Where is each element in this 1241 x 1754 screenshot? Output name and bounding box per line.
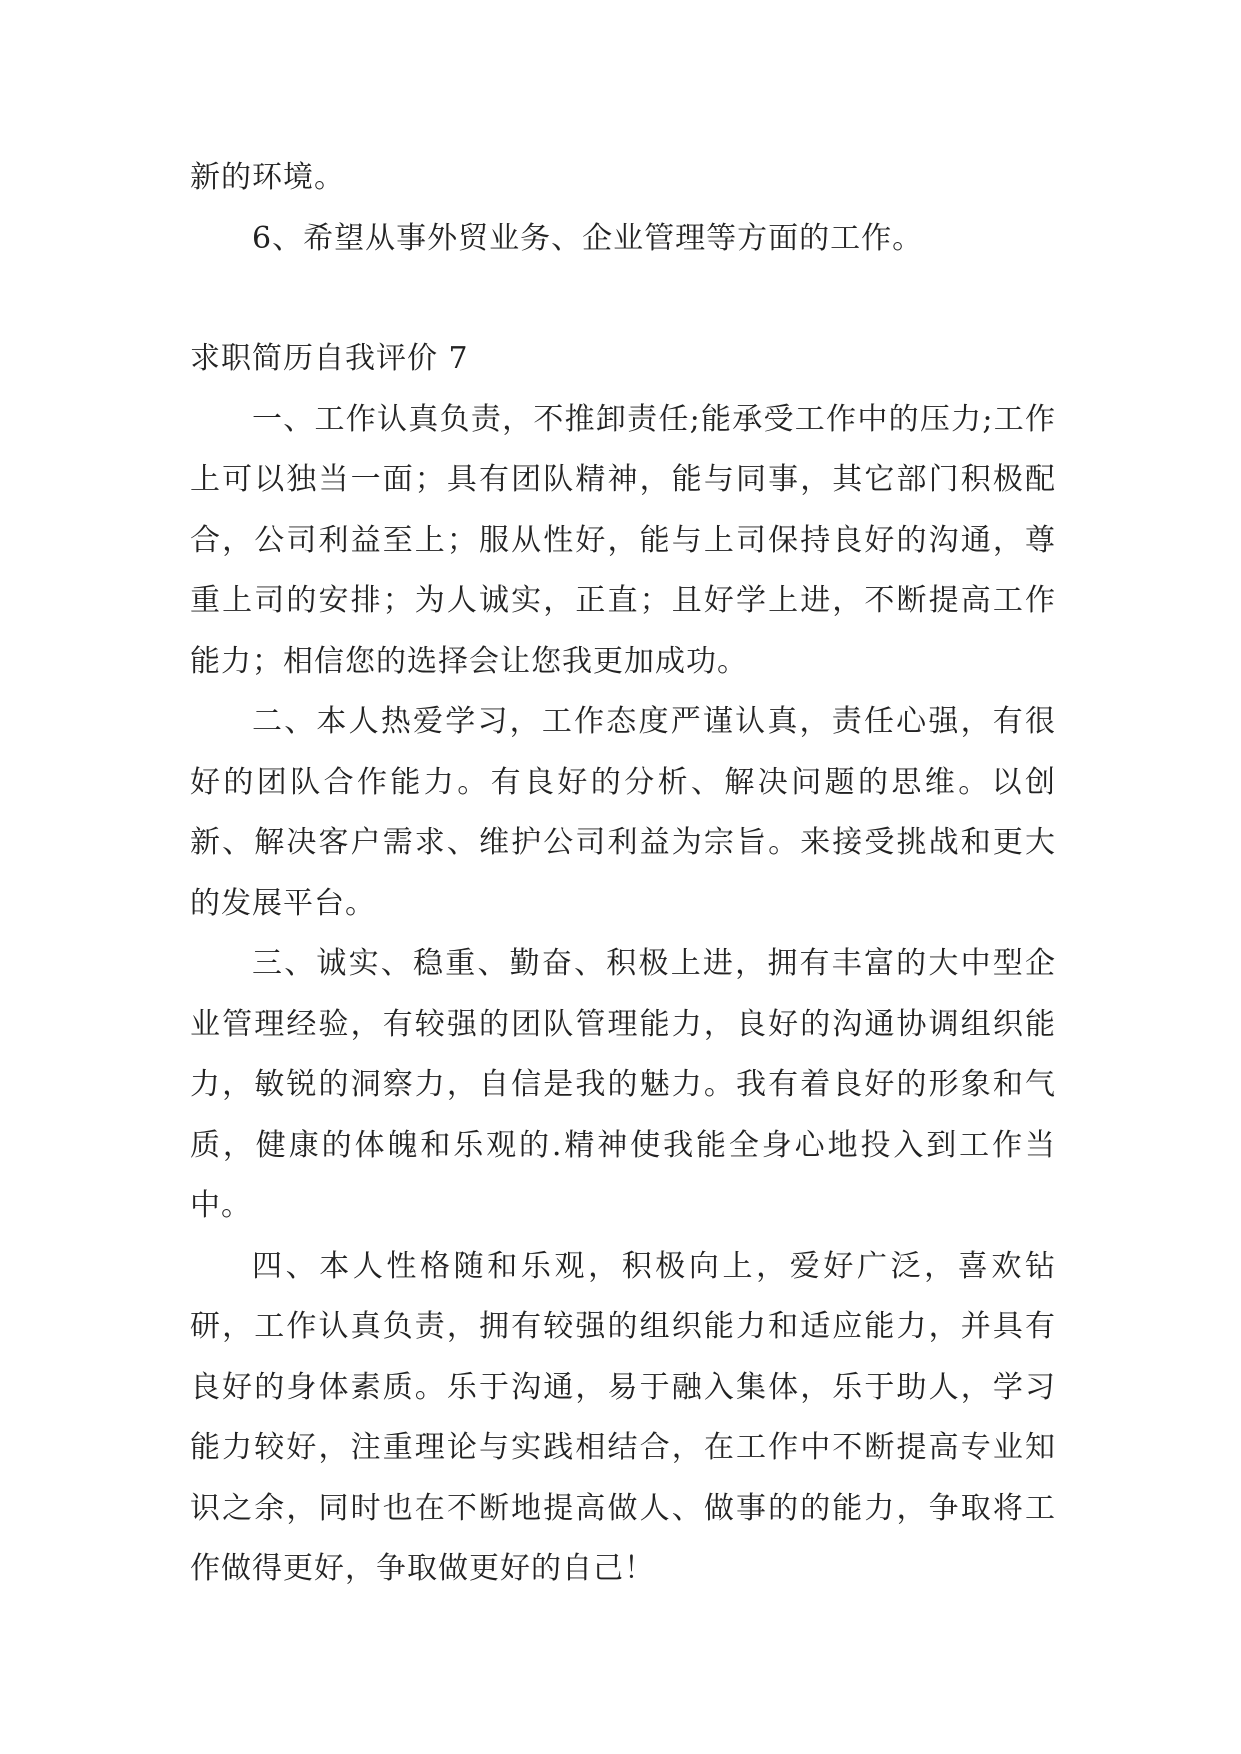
paragraph-3: 三、诚实、稳重、勤奋、积极上进，拥有丰富的大中型企业管理经验，有较强的团队管理能力，良好的沟通协调组织能力，敏锐的洞察力，自信是我的魅力。我有着良好的形象和气质，健康的体魄和乐观的.精神使我能全身心地投入到工作当中。 [190,946,1056,1223]
document-body [190,148,1056,1600]
section-title: 求职简历自我评价 7 [190,341,469,376]
paragraph-2: 二、本人热爱学习，工作态度严谨认真，责任心强，有很好的团队合作能力。有良好的分析、解决问题的思维。以创新、解决客户需求、维护公司利益为宗旨。来接受挑战和更大的发展平台。 [190,704,1056,921]
section-gap [190,269,1056,329]
item-6: 6、希望从事外贸业务、企业管理等方面的工作。 [252,220,924,256]
continuation-text: 新的环境。 [190,160,345,195]
paragraph-1: 一、工作认真负责，不推卸责任;能承受工作中的压力;工作上可以独当一面；具有团队精神，能与同事，其它部门积极配合，公司利益至上；服从性好，能与上司保持良好的沟通，尊重上司的安排；为人诚实，正直；且好学上进，不断提高工作能力；相信您的选择会让您我更加成功。 [190,401,1056,679]
paragraph-4: 四、本人性格随和乐观，积极向上，爱好广泛，喜欢钻研，工作认真负责，拥有较强的组织能力和适应能力，并具有良好的身体素质。乐于沟通，易于融入集体，乐于助人，学习能力较好，注重理论与实践相结合，在工作中不断提高专业知识之余，同时也在不断地提高做人、做事的的能力，争取将工作做得更好，争取做更好的自己！ [190,1248,1056,1586]
